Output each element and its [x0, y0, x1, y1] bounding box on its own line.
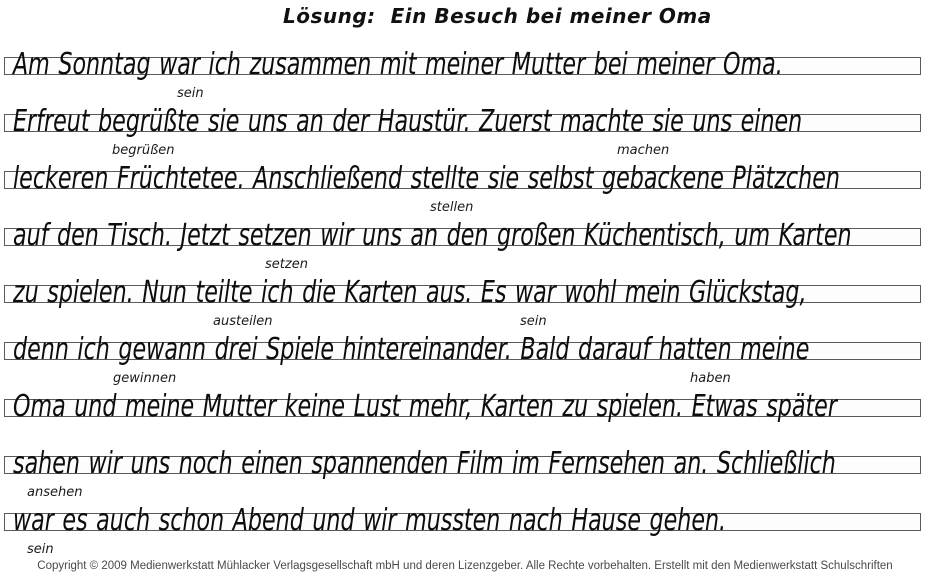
- sentence-text: sahen wir uns noch einen spannenden Film im Fernsehen an. Schließlich: [13, 446, 836, 481]
- writing-row: [0, 446, 930, 500]
- writing-row: [0, 275, 930, 329]
- writing-row: [0, 47, 930, 101]
- writing-row: [0, 218, 930, 272]
- verb-infinitive-label: begrüßen: [112, 143, 175, 158]
- writing-row: [0, 332, 930, 386]
- writing-row: [0, 104, 930, 158]
- sentence-text: Am Sonntag war ich zusammen mit meiner Mutter bei meiner Oma.: [13, 47, 783, 82]
- page-title: Lösung: Ein Besuch bei meiner Oma: [283, 4, 712, 28]
- verb-infinitive-label: machen: [617, 143, 670, 158]
- verb-infinitive-label: setzen: [265, 257, 308, 272]
- writing-row: [0, 503, 930, 557]
- verb-infinitive-label: austeilen: [213, 314, 273, 329]
- sentence-text: war es auch schon Abend und wir mussten nach Hause gehen.: [13, 503, 727, 538]
- writing-row: [0, 161, 930, 215]
- sentence-text: auf den Tisch. Jetzt setzen wir uns an den großen Küchentisch, um Karten: [13, 218, 852, 253]
- sentence-text: zu spielen. Nun teilte ich die Karten aus. Es war wohl mein Glückstag,: [13, 275, 807, 310]
- sentence-text: leckeren Früchtetee. Anschließend stellte sie selbst gebackene Plätzchen: [13, 161, 840, 196]
- verb-infinitive-label: sein: [520, 314, 547, 329]
- verb-infinitive-label: haben: [690, 371, 731, 386]
- verb-infinitive-label: sein: [177, 86, 204, 101]
- copyright-line: Copyright © 2009 Medienwerkstatt Mühlacker Verlagsgesellschaft mbH und deren Lizenzgeber. Alle Rechte vorbehalten. Erstellt mit den Medienwerkstatt Schulschriften: [37, 560, 893, 572]
- sentence-text: Oma und meine Mutter keine Lust mehr, Karten zu spielen. Etwas später: [13, 389, 837, 424]
- writing-row: [0, 389, 930, 424]
- sentence-text: denn ich gewann drei Spiele hintereinander. Bald darauf hatten meine: [13, 332, 810, 367]
- verb-infinitive-label: stellen: [430, 200, 474, 215]
- verb-infinitive-label: gewinnen: [113, 371, 177, 386]
- verb-infinitive-label: ansehen: [27, 485, 83, 500]
- verb-infinitive-label: sein: [27, 542, 54, 557]
- sentence-text: Erfreut begrüßte sie uns an der Haustür. Zuerst machte sie uns einen: [13, 104, 803, 139]
